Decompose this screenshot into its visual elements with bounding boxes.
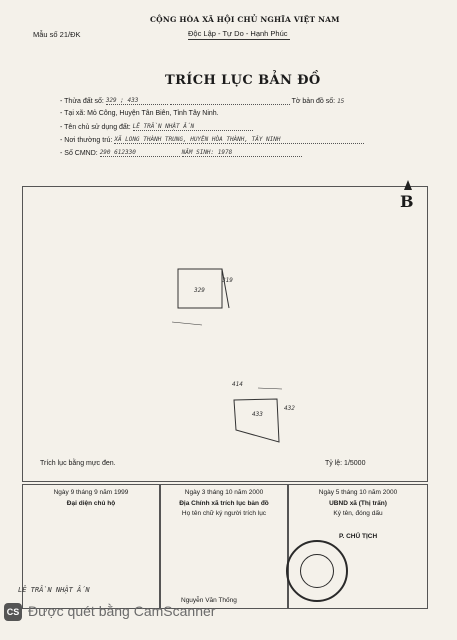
owner-sign-date: Ngày 9 tháng 9 năm 1999	[53, 489, 129, 496]
motto-underline	[188, 39, 290, 40]
parcel-label-433: 433	[252, 411, 263, 418]
map-sheet-value: 15	[337, 98, 345, 105]
form-number: Mẫu số 21/ĐK	[33, 30, 81, 39]
map-ink-note: Trích lục bằng mực đen.	[40, 460, 116, 467]
field-id: - Số CMND: 290 612330 NĂM SINH: 1978	[60, 149, 302, 157]
parcel-433-shape	[234, 399, 279, 442]
field-owner: - Tên chủ sử dụng đất: LÊ TRẦN NHẬT ẤN	[60, 123, 253, 131]
committee-sign-date: Ngày 5 tháng 10 năm 2000	[318, 489, 398, 496]
cadastral-sign-date: Ngày 3 tháng 10 năm 2000	[184, 489, 264, 496]
cadastral-signer-name: Nguyễn Văn Thống	[181, 597, 237, 604]
cadastral-sign-role: Địa Chính xã trích lục bản đồ	[179, 500, 269, 507]
parcel-label-319: 319	[222, 277, 233, 284]
official-seal-center	[300, 554, 334, 588]
field-residence: - Nơi thường trú: XÃ LONG THÀNH TRUNG, HUYỆN HÒA THÀNH, TÂY NINH	[60, 136, 364, 144]
map-scale: Tỷ lệ: 1/5000	[325, 460, 366, 467]
id-value: 290 612330	[99, 149, 136, 156]
parcel-label-414: 414	[232, 381, 243, 388]
cadastral-sign-sub: Họ tên chữ ký người trích lục	[181, 510, 267, 517]
committee-sign-sub: Ký tên, đóng dấu	[333, 510, 383, 517]
owner-value: LÊ TRẦN NHẬT ẤN	[132, 123, 195, 130]
document-title: TRÍCH LỤC BẢN ĐỒ	[165, 73, 321, 88]
parcel-319-boundary	[222, 269, 229, 308]
national-motto: Độc Lập - Tự Do - Hạnh Phúc	[188, 29, 288, 38]
field-location: - Tại xã: Mỏ Công, Huyện Tân Biên, Tỉnh Tây Ninh.	[60, 110, 219, 117]
north-indicator: B	[400, 192, 414, 211]
signature-box-cadastral	[160, 484, 288, 609]
birth-year-value: NĂM SINH: 1978	[181, 149, 233, 156]
parcel-number-value: 329 ; 433	[105, 97, 139, 104]
committee-signer-title: P. CHỦ TỊCH	[339, 533, 378, 540]
parcel-label-329: 329	[194, 287, 205, 294]
camscanner-logo-icon: CS	[4, 603, 22, 621]
owner-sign-role: Đại diện chủ hộ	[66, 500, 116, 507]
national-heading: CỘNG HÒA XÃ HỘI CHỦ NGHĨA VIỆT NAM	[150, 15, 340, 24]
field-parcel: - Thửa đất số: 329 ; 433 Tờ bản đồ số: 15	[60, 97, 345, 105]
residence-value: XÃ LONG THÀNH TRUNG, HUYỆN HÒA THÀNH, TÂY NINH	[114, 136, 281, 143]
map-sheet-label: Tờ bản đồ số:	[291, 98, 336, 105]
committee-sign-role: UBND xã (Thị trấn)	[329, 500, 387, 507]
parcel-label-432: 432	[284, 405, 295, 412]
scanner-watermark: Được quét bằng CamScanner	[28, 603, 216, 619]
map-drawing	[22, 186, 428, 482]
bottom-handwritten-name: LÊ TRẦN NHẬT ẤN	[18, 586, 90, 594]
